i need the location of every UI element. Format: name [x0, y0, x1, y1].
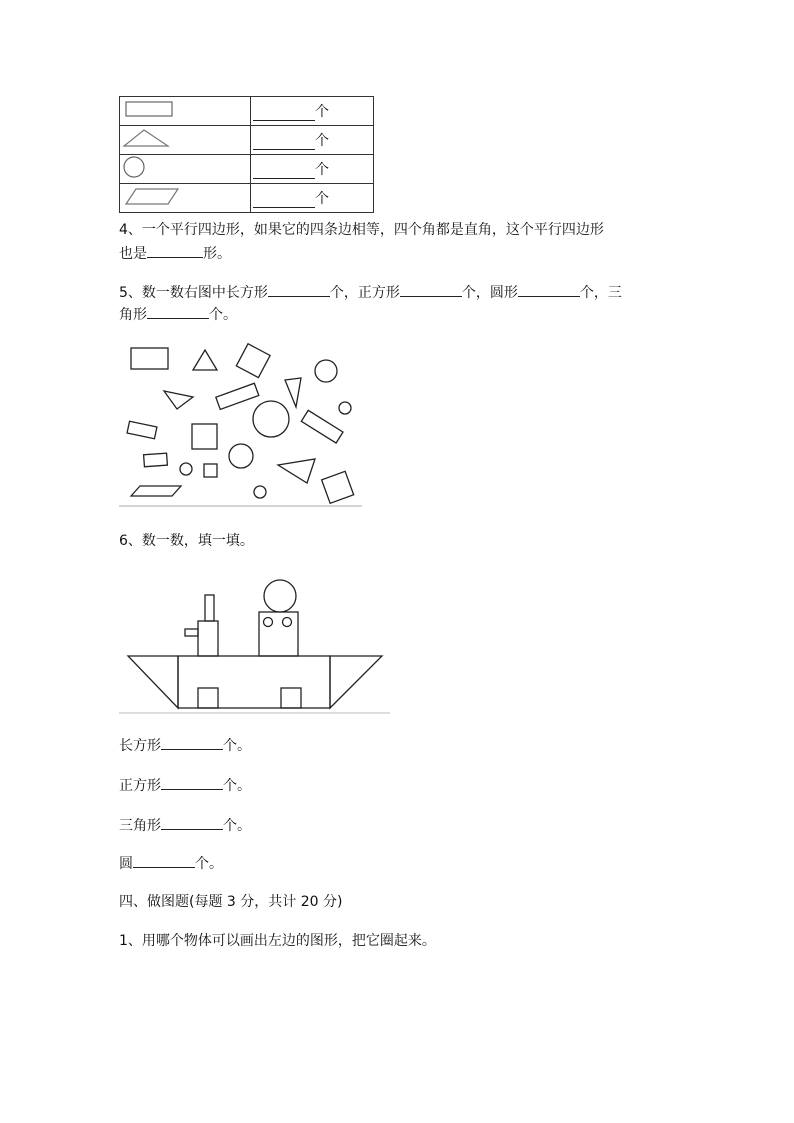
tower-window-circle — [283, 618, 292, 627]
boat-right-triangle — [330, 656, 382, 708]
square-label: 正方形 — [119, 778, 161, 794]
question-4-text: 形。 — [203, 246, 231, 262]
question-5-text: 个，正方形 — [329, 285, 400, 301]
triangle-label: 三角形 — [119, 818, 161, 834]
count-rectangle-line — [119, 733, 251, 757]
unit-label: 个 — [315, 104, 329, 120]
boat-hull-rectangle — [178, 656, 330, 708]
boat-left-triangle — [128, 656, 178, 708]
unit-label: 个 — [315, 133, 329, 149]
chimney-rectangle — [205, 595, 214, 621]
answer-blank[interactable] — [133, 851, 195, 868]
unit-label: 个 — [315, 162, 329, 178]
question-4-text: 也是 — [119, 246, 147, 262]
side-rectangle — [185, 629, 198, 636]
count-circle-line — [119, 851, 223, 875]
unit-label: 个 — [315, 191, 329, 207]
hull-window-square — [281, 688, 301, 708]
question-5-text: 5、数一数右图中长方形 — [119, 285, 268, 301]
answer-blank[interactable] — [161, 773, 223, 790]
answer-blank[interactable] — [161, 813, 223, 830]
answer-blank[interactable] — [161, 733, 223, 750]
question-5-text: 个。 — [209, 307, 237, 323]
unit-label: 个。 — [223, 778, 251, 794]
unit-label: 个。 — [195, 856, 223, 872]
section-4-title: 四、做图题(每题 3 分，共计 20 分) — [119, 894, 343, 910]
question-5-text: 个，圆形 — [461, 285, 518, 301]
question-5-text: 角形 — [119, 307, 147, 323]
unit-label: 个。 — [223, 818, 251, 834]
rectangle-label: 长方形 — [119, 738, 161, 754]
section-4-question-1: 1、用哪个物体可以画出左边的图形，把它圈起来。 — [119, 933, 436, 949]
count-square-line — [119, 773, 251, 797]
question-6-title: 6、数一数，填一填。 — [119, 533, 254, 549]
question-5-text: 个，三 — [579, 285, 622, 301]
hull-window-square — [198, 688, 218, 708]
tower-window-circle — [264, 618, 273, 627]
unit-label: 个。 — [223, 738, 251, 754]
question-4-line-1: 4、一个平行四边形，如果它的四条边相等，四个角都是直角，这个平行四边形 — [119, 222, 604, 238]
count-triangle-line — [119, 813, 251, 837]
top-circle — [264, 580, 296, 612]
circle-label: 圆 — [119, 856, 133, 872]
cabin-rectangle — [198, 621, 218, 656]
